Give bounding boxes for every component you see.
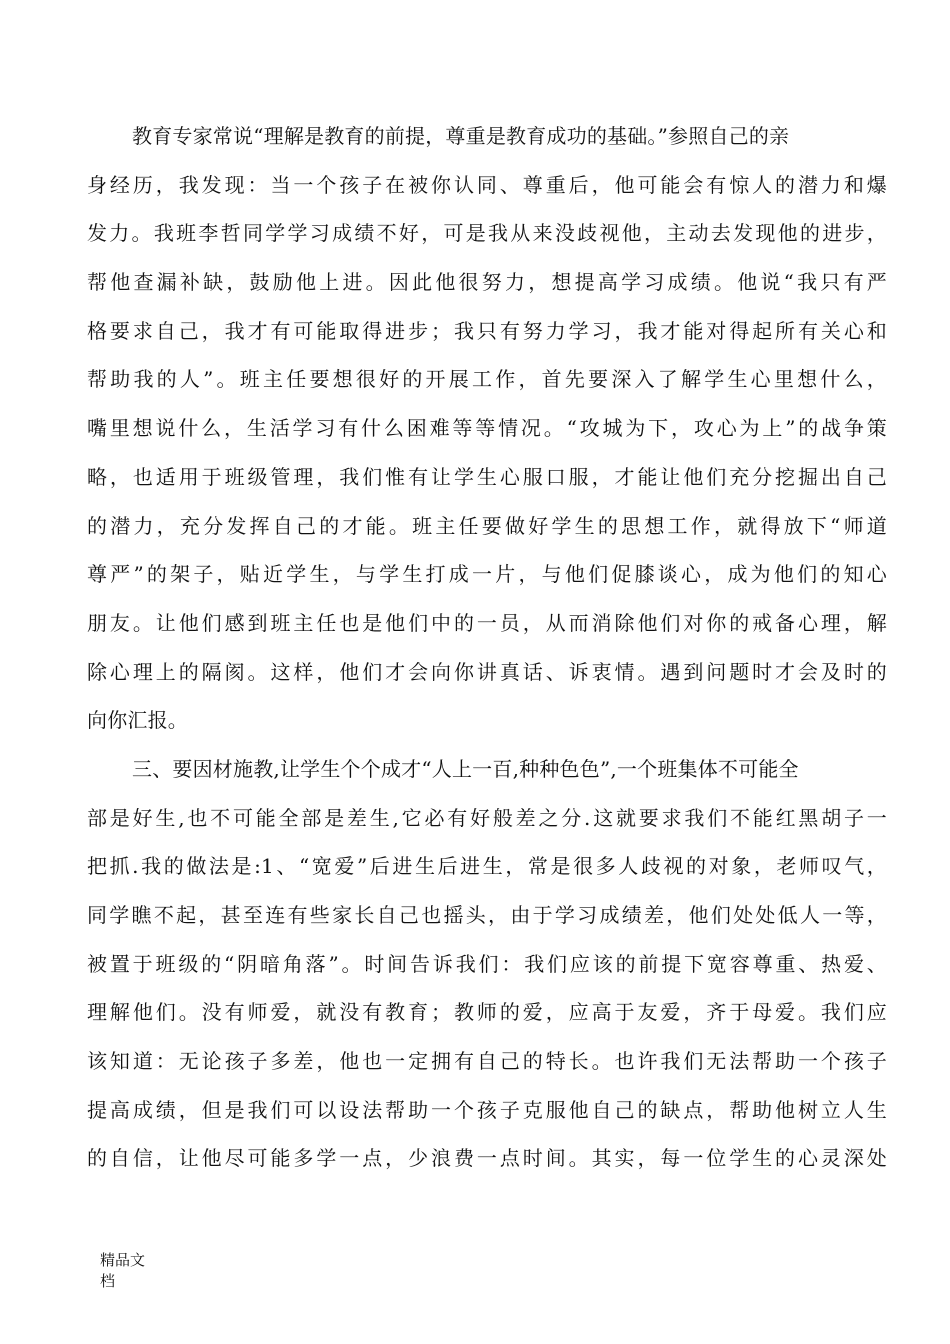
paragraph: [87, 745, 887, 1183]
text-line: 理解他们。没有师爱，就没有教育；教师的爱，应高于友爱，齐于母爱。我们应: [87, 1000, 887, 1025]
text-line: 格要求自己，我才有可能取得进步；我只有努力学习，我才能对得起所有关心和: [87, 318, 887, 343]
text-line: 被置于班级的“阴暗角落”。时间告诉我们：我们应该的前提下宽容尊重、热爱、: [87, 951, 887, 976]
text-line: 提高成绩，但是我们可以设法帮助一个孩子克服他自己的缺点，帮助他树立人生: [87, 1097, 887, 1122]
document-body: [87, 112, 887, 1183]
text-line: 尊严”的架子，贴近学生，与学生打成一片，与他们促膝谈心，成为他们的知心: [87, 562, 887, 587]
text-line: 的潜力，充分发挥自己的才能。班主任要做好学生的思想工作，就得放下“师道: [87, 513, 887, 538]
text-line: 把抓.我的做法是:1、“宽爱”后进生后进生，常是很多人歧视的对象，老师叹气，: [87, 854, 887, 879]
text-line: 三、要因材施教,让学生个个成才“人上一百,种种色色”,一个班集体不可能全: [132, 756, 799, 781]
text-line: 教育专家常说“理解是教育的前提，尊重是教育成功的基础。”参照自己的亲: [132, 124, 790, 148]
text-line: 除心理上的隔阂。这样，他们才会向你讲真话、诉衷情。遇到问题时才会及时的: [87, 659, 887, 684]
text-line: 发力。我班李哲同学学习成绩不好，可是我从来没歧视他，主动去发现他的进步，: [87, 221, 887, 246]
footer-note: 精品文 档: [100, 1251, 146, 1290]
text-line: 该知道：无论孩子多差，他也一定拥有自己的特长。也许我们无法帮助一个孩子: [87, 1049, 887, 1074]
text-line: 同学瞧不起，甚至连有些家长自己也摇头，由于学习成绩差，他们处处低人一等，: [87, 903, 887, 927]
text-line: 略，也适用于班级管理，我们惟有让学生心服口服，才能让他们充分挖掘出自己: [87, 464, 887, 489]
text-line: 帮助我的人”。班主任要想很好的开展工作，首先要深入了解学生心里想什么，: [87, 367, 887, 392]
paragraph: [87, 112, 887, 745]
text-line: 身经历，我发现：当一个孩子在被你认同、尊重后，他可能会有惊人的潜力和爆: [87, 172, 887, 197]
text-line: 帮他查漏补缺，鼓励他上进。因此他很努力，想提高学习成绩。他说“我只有严: [87, 270, 887, 295]
text-line: 向你汇报。: [87, 708, 188, 733]
text-line: 的自信，让他尽可能多学一点，少浪费一点时间。其实，每一位学生的心灵深处: [87, 1146, 887, 1171]
text-line: 嘴里想说什么，生活学习有什么困难等等情况。“攻城为下，攻心为上”的战争策: [87, 416, 887, 441]
text-line: 部是好生,也不可能全部是差生,它必有好般差之分.这就要求我们不能红黑胡子一: [87, 805, 887, 830]
text-line: 朋友。让他们感到班主任也是他们中的一员，从而消除他们对你的戒备心理，解: [87, 610, 887, 635]
